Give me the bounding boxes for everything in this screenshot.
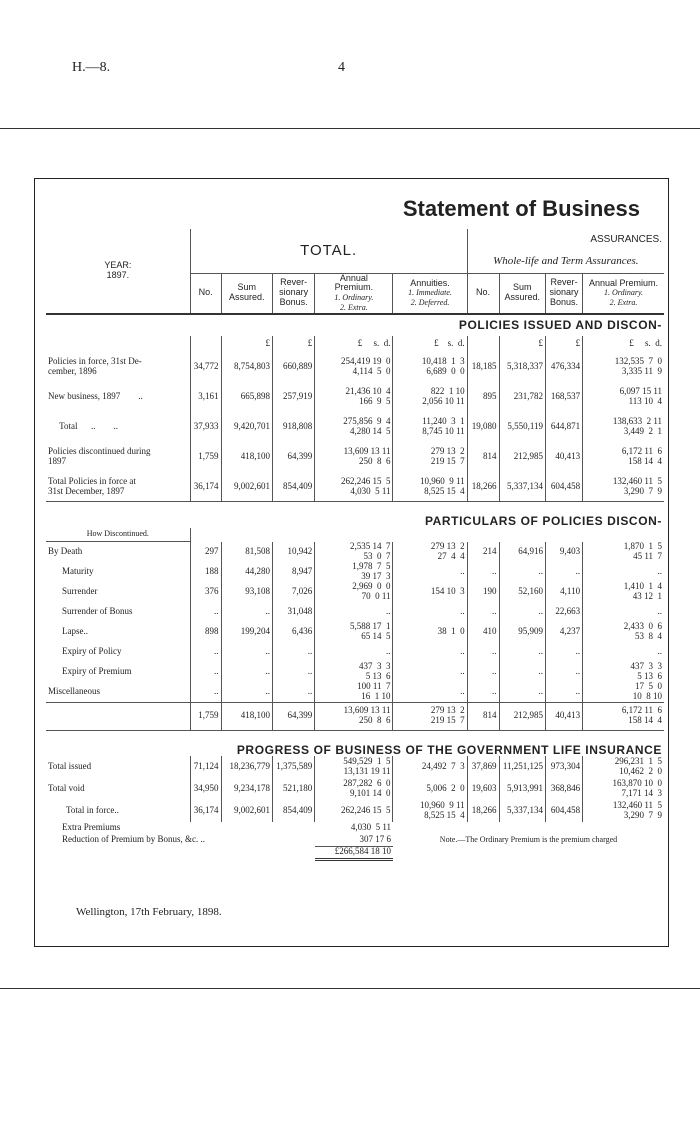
cell-ap: 254,419 19 0 4,114 5 0 (315, 352, 393, 382)
col-rev-bonus-2: Rever- sionary Bonus. (546, 273, 583, 314)
assurances-header: ASSURANCES. (467, 229, 664, 251)
note: Note.—The Ordinary Premium is the premium charged (439, 834, 618, 844)
cell-ap: 262,246 15 5 (315, 800, 393, 822)
row-label: By Death (48, 546, 83, 557)
cell-no2: 895 (467, 382, 499, 412)
cell-sum2: 231,782 (499, 382, 546, 412)
cell-an: .. (393, 642, 467, 662)
extra-premiums-value: 4,030 5 11 (350, 822, 391, 833)
table-row (46, 582, 664, 602)
cell-sum2: 5,337,134 (499, 472, 546, 502)
cell-no: 71,124 (190, 756, 221, 778)
grand-total: £266,584 18 10 (315, 846, 393, 859)
cell-rev: 521,180 (273, 778, 315, 800)
cell-an: .. (393, 682, 467, 702)
section-policies-issued: POLICIES ISSUED AND DISCON- (458, 318, 662, 333)
cell-rev: 854,409 (273, 472, 315, 502)
total-header: TOTAL. (190, 229, 467, 273)
cell-sum2: 212,985 (499, 702, 546, 730)
cell-rev: .. (273, 642, 315, 662)
cell-rev2: .. (546, 662, 583, 682)
top-rule (0, 128, 700, 129)
unit: £ (221, 336, 272, 352)
cell-ap: 437 3 3 5 13 6 (315, 662, 393, 682)
cell-rev2: 40,413 (546, 442, 583, 472)
cell-rev: 10,942 (273, 542, 315, 562)
table-row (46, 562, 664, 582)
cell-sum: 8,754,803 (221, 352, 272, 382)
row-label: Surrender of Bonus (62, 605, 133, 616)
unit: £ (499, 336, 546, 352)
cell-rev: 8,947 (273, 562, 315, 582)
cell-sum: 18,236,779 (221, 756, 272, 778)
cell-ap2: 2,433 0 6 53 8 4 (583, 622, 664, 642)
cell-sum2: 5,550,119 (499, 412, 546, 442)
cell-ap: 21,436 10 4 166 9 5 (315, 382, 393, 412)
cell-ap2: 296,231 1 5 10,462 2 0 (583, 756, 664, 778)
cell-no2: .. (467, 642, 499, 662)
row-label: Total Policies in force at 31st December, 1897 (48, 475, 136, 496)
cell-ap2: 138,633 2 11 3,449 2 1 (583, 412, 664, 442)
cell-sum2: 5,337,134 (499, 800, 546, 822)
cell-an: 279 13 2 219 15 7 (393, 442, 467, 472)
row-label: Total in force.. (66, 805, 119, 816)
cell-rev2: 9,403 (546, 542, 583, 562)
cell-ap2: 17 5 0 10 8 10 (583, 682, 664, 702)
cell-rev2: 168,537 (546, 382, 583, 412)
cell-no: 297 (190, 542, 221, 562)
cell-rev2: .. (546, 642, 583, 662)
reduction-value: 307 17 6 (315, 834, 393, 846)
cell-no2: 18,185 (467, 352, 499, 382)
unit: £ (546, 336, 583, 352)
cell-rev2: 973,304 (546, 756, 583, 778)
cell-ap: .. (315, 602, 393, 622)
cell-sum: 665,898 (221, 382, 272, 412)
cell-ap2: .. (583, 562, 664, 582)
cell-rev: .. (273, 662, 315, 682)
row-label: Expiry of Premium (62, 665, 132, 676)
table-row (46, 472, 664, 502)
section-progress: PROGRESS OF BUSINESS OF THE GOVERNMENT LIFE INSURANCE (46, 730, 664, 756)
cell-rev2: 368,846 (546, 778, 583, 800)
cell-sum: 9,234,178 (221, 778, 272, 800)
table-row (46, 778, 664, 800)
cell-ap: .. (315, 642, 393, 662)
cell-no: 1,759 (190, 442, 221, 472)
cell-sum: 9,420,701 (221, 412, 272, 442)
row-label: Surrender (62, 585, 98, 596)
cell-no: 898 (190, 622, 221, 642)
col-no-2: No. (467, 273, 499, 314)
cell-no2: 814 (467, 702, 499, 730)
cell-rev: .. (273, 682, 315, 702)
page-number: 4 (338, 60, 345, 75)
extra-premiums-label: Extra Premiums (62, 822, 121, 833)
cell-sum: 9,002,601 (221, 800, 272, 822)
cell-an: .. (393, 602, 467, 622)
cell-sum: 418,100 (221, 702, 272, 730)
cell-an: 822 1 10 2,056 10 11 (393, 382, 467, 412)
cell-ap: 2,535 14 7 53 0 7 (315, 542, 393, 562)
cell-ap: 549,529 1 5 13,131 19 11 (315, 756, 393, 778)
row-label (46, 702, 190, 730)
whole-life-header: Whole-life and Term Assurances. (467, 251, 664, 273)
cell-an: 279 13 2 27 4 4 (393, 542, 467, 562)
cell-sum: .. (221, 642, 272, 662)
cell-rev2: 476,334 (546, 352, 583, 382)
cell-rev2: .. (546, 562, 583, 582)
cell-an: 279 13 2 219 15 7 (393, 702, 467, 730)
cell-rev2: 644,871 (546, 412, 583, 442)
table-row (46, 382, 664, 412)
cell-sum: 44,280 (221, 562, 272, 582)
cell-no2: 410 (467, 622, 499, 642)
year-header: YEAR: 1897. (46, 229, 190, 314)
cell-sum2: .. (499, 642, 546, 662)
col-sum-assured-2: Sum Assured. (499, 273, 546, 314)
footer-signature: Wellington, 17th February, 1898. (76, 906, 222, 918)
cell-rev: 7,026 (273, 582, 315, 602)
table-row (46, 602, 664, 622)
cell-sum2: 52,160 (499, 582, 546, 602)
cell-rev2: 604,458 (546, 800, 583, 822)
row-label: Maturity (62, 565, 94, 576)
unit: £ s. d. (583, 336, 664, 352)
cell-an: 10,960 9 11 8,525 15 4 (393, 472, 467, 502)
cell-no: 37,933 (190, 412, 221, 442)
cell-no: 3,161 (190, 382, 221, 412)
cell-ap2: 1,870 1 5 45 11 7 (583, 542, 664, 562)
cell-no2: 814 (467, 442, 499, 472)
col-annuities: Annuities. 1. Immediate. 2. Deferred. (393, 273, 467, 314)
cell-no: .. (190, 602, 221, 622)
cell-an: 5,006 2 0 (393, 778, 467, 800)
row-label: Total issued (48, 761, 92, 772)
cell-sum2: 95,909 (499, 622, 546, 642)
cell-no2: .. (467, 662, 499, 682)
cell-no2: 19,603 (467, 778, 499, 800)
cell-an: 154 10 3 (393, 582, 467, 602)
cell-rev: 660,889 (273, 352, 315, 382)
table-row (46, 412, 664, 442)
table-row (46, 542, 664, 562)
table-row (46, 682, 664, 702)
cell-no: 34,772 (190, 352, 221, 382)
cell-sum2: 5,913,991 (499, 778, 546, 800)
cell-sum2: 212,985 (499, 442, 546, 472)
cell-rev2: 4,237 (546, 622, 583, 642)
col-annual-premium-2: Annual Premium. 1. Ordinary. 2. Extra. (583, 273, 664, 314)
cell-an: 11,240 3 1 8,745 10 11 (393, 412, 467, 442)
cell-rev: 918,808 (273, 412, 315, 442)
cell-ap2: 1,410 1 4 43 12 1 (583, 582, 664, 602)
cell-an: 10,418 1 3 6,689 0 0 (393, 352, 467, 382)
cell-no: .. (190, 662, 221, 682)
cell-ap: 287,282 6 0 9,101 14 0 (315, 778, 393, 800)
cell-sum: .. (221, 662, 272, 682)
cell-ap: 100 11 7 16 1 10 (315, 682, 393, 702)
cell-rev2: 4,110 (546, 582, 583, 602)
cell-ap: 275,856 9 4 4,280 14 5 (315, 412, 393, 442)
table-row (46, 800, 664, 822)
unit: £ (273, 336, 315, 352)
cell-no: 36,174 (190, 800, 221, 822)
page-title: Statement of Business (402, 196, 640, 221)
cell-sum: 9,002,601 (221, 472, 272, 502)
cell-sum: 93,108 (221, 582, 272, 602)
cell-sum2: .. (499, 662, 546, 682)
table-row (46, 642, 664, 662)
cell-no2: 190 (467, 582, 499, 602)
cell-rev: 854,409 (273, 800, 315, 822)
cell-an: 38 1 0 (393, 622, 467, 642)
cell-rev: 257,919 (273, 382, 315, 412)
cell-ap2: 132,460 11 5 3,290 7 9 (583, 472, 664, 502)
cell-sum: 418,100 (221, 442, 272, 472)
cell-ap2: 6,172 11 6 158 14 4 (583, 442, 664, 472)
cell-ap2: 6,097 15 11 113 10 4 (583, 382, 664, 412)
cell-ap2: .. (583, 602, 664, 622)
table-row (46, 352, 664, 382)
row-label: Miscellaneous (48, 685, 100, 696)
cell-an: .. (393, 562, 467, 582)
cell-no: 376 (190, 582, 221, 602)
row-label: Total void (48, 783, 85, 794)
col-sum-assured: Sum Assured. (221, 273, 272, 314)
cell-rev: 6,436 (273, 622, 315, 642)
how-discontinued: How Discontinued. (46, 528, 190, 542)
cell-ap2: 132,535 7 0 3,335 11 9 (583, 352, 664, 382)
cell-ap: 2,969 0 0 70 0 11 (315, 582, 393, 602)
cell-no: 188 (190, 562, 221, 582)
row-label: New business, 1897 .. (48, 390, 143, 401)
cell-an: 24,492 7 3 (393, 756, 467, 778)
cell-sum2: .. (499, 562, 546, 582)
cell-sum2: 5,318,337 (499, 352, 546, 382)
cell-ap: 13,609 13 11 250 8 6 (315, 442, 393, 472)
cell-rev2: .. (546, 682, 583, 702)
cell-ap2: .. (583, 642, 664, 662)
cell-ap2: 163,870 10 0 7,171 14 3 (583, 778, 664, 800)
cell-no2: 18,266 (467, 472, 499, 502)
cell-rev2: 604,458 (546, 472, 583, 502)
cell-no2: 18,266 (467, 800, 499, 822)
row-label: Policies in force, 31st De- cember, 1896 (48, 355, 142, 376)
cell-no2: .. (467, 602, 499, 622)
cell-no: .. (190, 642, 221, 662)
cell-sum: 199,204 (221, 622, 272, 642)
cell-no2: 37,869 (467, 756, 499, 778)
reduction-label: Reduction of Premium by Bonus, &c. .. (62, 834, 205, 845)
row-label: Expiry of Policy (62, 645, 122, 656)
cell-rev: 64,399 (273, 702, 315, 730)
cell-sum2: .. (499, 682, 546, 702)
table-row (46, 662, 664, 682)
cell-sum: 81,508 (221, 542, 272, 562)
cell-ap: 1,978 7 5 39 17 3 (315, 562, 393, 582)
table-row (46, 442, 664, 472)
units-row (46, 336, 664, 352)
cell-ap: 262,246 15 5 4,030 5 11 (315, 472, 393, 502)
unit: £ s. d. (315, 336, 393, 352)
statement-table (46, 229, 664, 861)
row-label: Policies discontinued during 1897 (48, 445, 151, 466)
bottom-rule (0, 988, 700, 989)
cell-ap2: 132,460 11 5 3,290 7 9 (583, 800, 664, 822)
cell-sum2: .. (499, 602, 546, 622)
cell-no: 34,950 (190, 778, 221, 800)
table-row-total (46, 702, 664, 730)
cell-no: .. (190, 682, 221, 702)
cell-rev: 31,048 (273, 602, 315, 622)
cell-sum2: 11,251,125 (499, 756, 546, 778)
cell-no2: 214 (467, 542, 499, 562)
cell-an: 10,960 9 11 8,525 15 4 (393, 800, 467, 822)
cell-no2: .. (467, 562, 499, 582)
cell-rev: 1,375,589 (273, 756, 315, 778)
cell-an: .. (393, 662, 467, 682)
cell-no: 1,759 (190, 702, 221, 730)
cell-ap2: 437 3 3 5 13 6 (583, 662, 664, 682)
table-row (46, 622, 664, 642)
cell-rev: 64,399 (273, 442, 315, 472)
page-reference: H.—8. (72, 60, 111, 75)
row-label: Total .. .. (48, 420, 118, 431)
cell-sum: .. (221, 682, 272, 702)
col-annual-premium: Annual Premium. 1. Ordinary. 2. Extra. (315, 273, 393, 314)
section-particulars: PARTICULARS OF POLICIES DISCON- (46, 502, 664, 528)
col-no: No. (190, 273, 221, 314)
cell-ap: 5,588 17 1 65 14 5 (315, 622, 393, 642)
table-row (46, 756, 664, 778)
cell-no2: 19,080 (467, 412, 499, 442)
cell-no2: .. (467, 682, 499, 702)
cell-sum: .. (221, 602, 272, 622)
unit: £ s. d. (393, 336, 467, 352)
cell-sum2: 64,916 (499, 542, 546, 562)
cell-ap: 13,609 13 11 250 8 6 (315, 702, 393, 730)
cell-rev2: 40,413 (546, 702, 583, 730)
cell-no: 36,174 (190, 472, 221, 502)
cell-ap2: 6,172 11 6 158 14 4 (583, 702, 664, 730)
row-label: Lapse.. (62, 625, 88, 636)
col-rev-bonus: Rever- sionary Bonus. (273, 273, 315, 314)
cell-rev2: 22,663 (546, 602, 583, 622)
